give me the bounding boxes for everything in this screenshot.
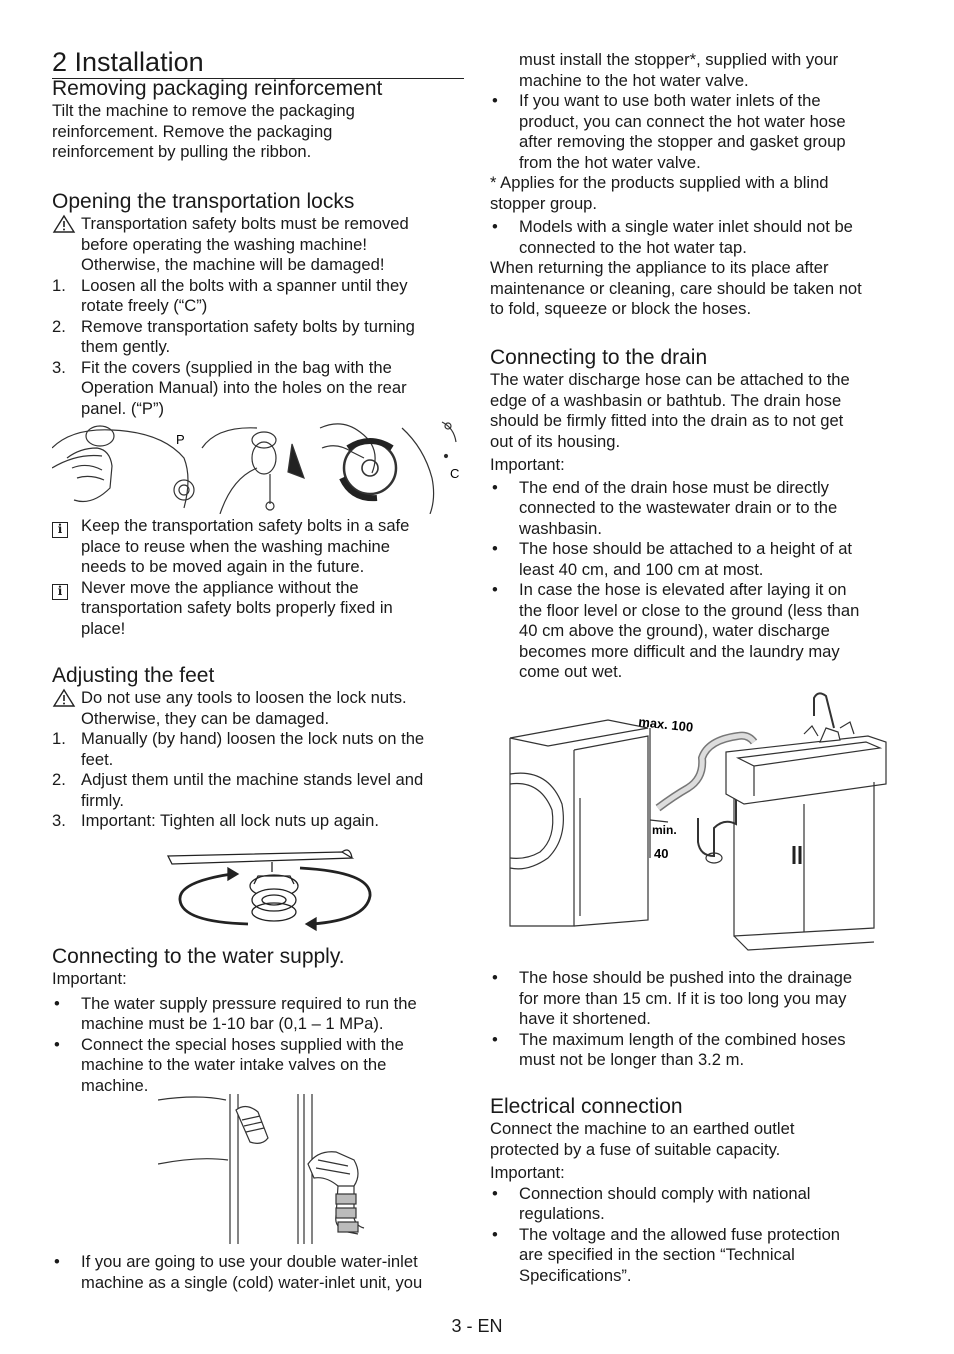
step-number: 2. (52, 316, 66, 336)
section-water-supply (52, 945, 464, 1096)
bullet-icon: • (492, 1183, 498, 1203)
text-line: for more than 15 cm. If it is too long you may (519, 988, 847, 1008)
page-number: 3 - EN (451, 1316, 503, 1336)
text-line: In case the hose is elevated after laying it on (519, 580, 847, 599)
text-line: Otherwise, the machine will be damaged! (81, 255, 385, 274)
text-line: * Applies for the products supplied with a blind (490, 173, 829, 192)
step-item (52, 358, 464, 420)
text-line: stopper group. (490, 193, 598, 213)
text-line: The hose should be pushed into the drainage (519, 968, 853, 987)
text-line: If you want to use both water inlets of the (519, 91, 821, 110)
transport-locks-illustration (52, 418, 464, 514)
bullet-icon: • (54, 993, 60, 1013)
text-line: come out wet. (519, 662, 623, 681)
bullet-item (490, 478, 902, 540)
section-title-water-supply: Connecting to the water supply. (52, 945, 345, 968)
text-line: connected to the wastewater drain or to the (519, 498, 838, 517)
step-item (52, 811, 464, 832)
step-number: 1. (52, 275, 66, 295)
footnote (490, 173, 902, 214)
text-line: Tilt the machine to remove the packaging (52, 101, 355, 120)
text-line: Fit the covers (supplied in the bag with the (81, 357, 392, 377)
info-note (52, 578, 464, 640)
text-line: Operation Manual) into the holes on the rear (81, 378, 407, 397)
section-transport-locks (52, 190, 464, 419)
text-line: Adjust them until the machine stands level and (81, 770, 424, 789)
bullet-item (490, 968, 902, 1030)
bullet-item (490, 217, 902, 258)
step-number: 2. (52, 770, 66, 789)
min-height-label: min. (652, 823, 677, 837)
text-line: Otherwise, they can be damaged. (81, 708, 330, 728)
text-line: The end of the drain hose must be directly (519, 477, 829, 497)
adjusting-feet-illustration (162, 838, 392, 934)
section-drain (490, 346, 902, 683)
section-packaging (52, 77, 464, 163)
text-line: least 40 cm, and 100 cm at most. (519, 559, 764, 579)
text-line: are specified in the section “Technical (519, 1245, 795, 1264)
step-item (52, 770, 464, 811)
water-inlet-illustration (158, 1094, 388, 1244)
info-icon: i (52, 584, 68, 600)
text-line: Remove transportation safety bolts by turning (81, 316, 415, 336)
text-line: protected by a fuse of suitable capacity. (490, 1139, 781, 1159)
section-title-packaging: Removing packaging reinforcement (52, 77, 383, 100)
text-line: before operating the washing machine! (81, 234, 367, 254)
step-item (52, 317, 464, 358)
warning-triangle-icon (52, 688, 78, 708)
section-title-drain: Connecting to the drain (490, 346, 708, 369)
bullet-item (52, 994, 464, 1035)
bullet-icon: • (492, 1029, 498, 1049)
step-number: 3. (52, 811, 66, 830)
max-height-label: max. 100 (637, 714, 694, 735)
text-line: must install the stopper*, supplied with your (519, 50, 839, 69)
text-line: washbasin. (519, 518, 603, 538)
continued-bullet (490, 50, 902, 320)
text-line: When returning the appliance to its place after (490, 258, 829, 277)
text-line: Connect the machine to an earthed outlet (490, 1119, 795, 1138)
bullet-item (490, 91, 902, 173)
section-title-transport-locks: Opening the transportation locks (52, 190, 355, 213)
bullet-icon: • (492, 477, 498, 497)
bullet-icon: • (492, 1224, 498, 1244)
bullet-icon: • (492, 580, 498, 599)
bullet-icon: • (492, 217, 498, 236)
bullet-item (490, 539, 902, 580)
section-title-adjusting-feet: Adjusting the feet (52, 664, 215, 687)
text-line: Transportation safety bolts must be removed (81, 214, 409, 233)
text-line: place to reuse when the washing machine (81, 536, 391, 556)
bullet-icon: • (492, 91, 498, 110)
drain-illustration (508, 688, 888, 962)
step-item (52, 729, 464, 770)
bullet-continuation (490, 50, 902, 91)
page-title: 2 Installation (52, 47, 204, 77)
text-line: them gently. (81, 337, 171, 356)
bullet-item (52, 1035, 464, 1097)
warning-note (52, 214, 464, 276)
section-adjusting-feet (52, 664, 464, 832)
text-line: after removing the stopper and gasket group (519, 132, 846, 151)
step-item (52, 276, 464, 317)
text-line: The water supply pressure required to run the (81, 993, 417, 1013)
text-line: panel. (“P”) (81, 398, 164, 418)
bullet-icon: • (54, 1252, 60, 1271)
text-line: Important: Tighten all lock nuts up again. (81, 811, 379, 830)
text-line: Connection should comply with national (519, 1183, 811, 1203)
text-line: Connect the special hoses supplied with the (81, 1034, 404, 1054)
text-line: machine must be 1-10 bar (0,1 – 1 MPa). (81, 1014, 384, 1033)
important-label: Important: (490, 455, 565, 474)
text-line: Keep the transportation safety bolts in a safe (81, 516, 410, 535)
text-line: place! (81, 618, 126, 638)
text-line: Never move the appliance without the (81, 577, 359, 597)
text-line: machine to the hot water valve. (519, 70, 749, 90)
text-line: transportation safety bolts properly fixed in (81, 598, 393, 617)
warning-note (52, 688, 464, 729)
bullet-icon: • (492, 539, 498, 558)
text-line: The water discharge hose can be attached to the (490, 370, 850, 389)
section-title-electrical: Electrical connection (490, 1095, 683, 1118)
bullet-item (490, 1184, 902, 1225)
text-line: should be firmly fitted into the drain as to not get (490, 411, 844, 430)
text-line: must not be longer than 3.2 m. (519, 1050, 745, 1069)
text-line: machine to the water intake valves on the (81, 1055, 387, 1074)
text-line: rotate freely (“C”) (81, 296, 208, 315)
text-line: The hose should be attached to a height of at (519, 539, 853, 558)
text-line: reinforcement by pulling the ribbon. (52, 142, 312, 161)
text-line: have it shortened. (519, 1009, 651, 1028)
step-number: 1. (52, 729, 66, 748)
bullet-item (490, 580, 902, 683)
bullet-icon: • (492, 968, 498, 987)
text-line: machine. (81, 1075, 149, 1095)
text-line: firmly. (81, 790, 125, 810)
important-label: Important: (52, 969, 127, 988)
bullet-after-figure (52, 1252, 464, 1293)
text-line: to fold, squeeze or block the hoses. (490, 299, 752, 318)
text-line: The voltage and the allowed fuse protection (519, 1224, 841, 1244)
bullet-item (52, 1252, 464, 1293)
text-line: Do not use any tools to loosen the lock nuts. (81, 688, 407, 707)
text-line: Loosen all the bolts with a spanner until they (81, 275, 408, 295)
info-icon: i (52, 522, 68, 538)
text-line: product, you can connect the hot water hose (519, 111, 846, 131)
figure-label-p: P (176, 432, 185, 447)
paragraph (490, 258, 902, 320)
text-line: out of its housing. (490, 431, 621, 451)
text-line: becomes more difficult and the laundry may (519, 641, 840, 661)
step-number: 3. (52, 357, 66, 377)
info-note (52, 516, 464, 578)
bullet-item (490, 1030, 902, 1071)
text-line: from the hot water valve. (519, 152, 701, 172)
text-line: Manually (by hand) loosen the lock nuts on the (81, 729, 425, 748)
important-label: Important: (490, 1163, 565, 1182)
text-line: Models with a single water inlet should not be (519, 217, 853, 236)
drain-bullets-after-figure (490, 968, 902, 1071)
text-line: regulations. (519, 1204, 605, 1223)
text-line: needs to be moved again in the future. (81, 557, 365, 576)
min-height-value: 40 (654, 846, 669, 861)
bullet-icon: • (54, 1034, 60, 1054)
section-electrical (490, 1095, 902, 1286)
text-line: the floor level or close to the ground (less than (519, 600, 860, 620)
text-line: feet. (81, 749, 114, 769)
text-line: reinforcement. Remove the packaging (52, 121, 333, 141)
text-line: The maximum length of the combined hoses (519, 1029, 846, 1049)
text-line: machine as a single (cold) water-inlet unit, you (81, 1272, 423, 1292)
text-line: connected to the hot water tap. (519, 237, 747, 257)
text-line: 40 cm above the ground), water discharge (519, 621, 830, 640)
text-line: Specifications”. (519, 1265, 632, 1285)
text-line: maintenance or cleaning, care should be taken not (490, 278, 862, 298)
text-line: If you are going to use your double water-inlet (81, 1252, 418, 1271)
warning-triangle-icon (52, 214, 78, 234)
info-notes (52, 516, 464, 639)
bullet-item (490, 1225, 902, 1287)
figure-label-c: C (450, 466, 460, 481)
text-line: edge of a washbasin or bathtub. The drain hose (490, 390, 842, 410)
